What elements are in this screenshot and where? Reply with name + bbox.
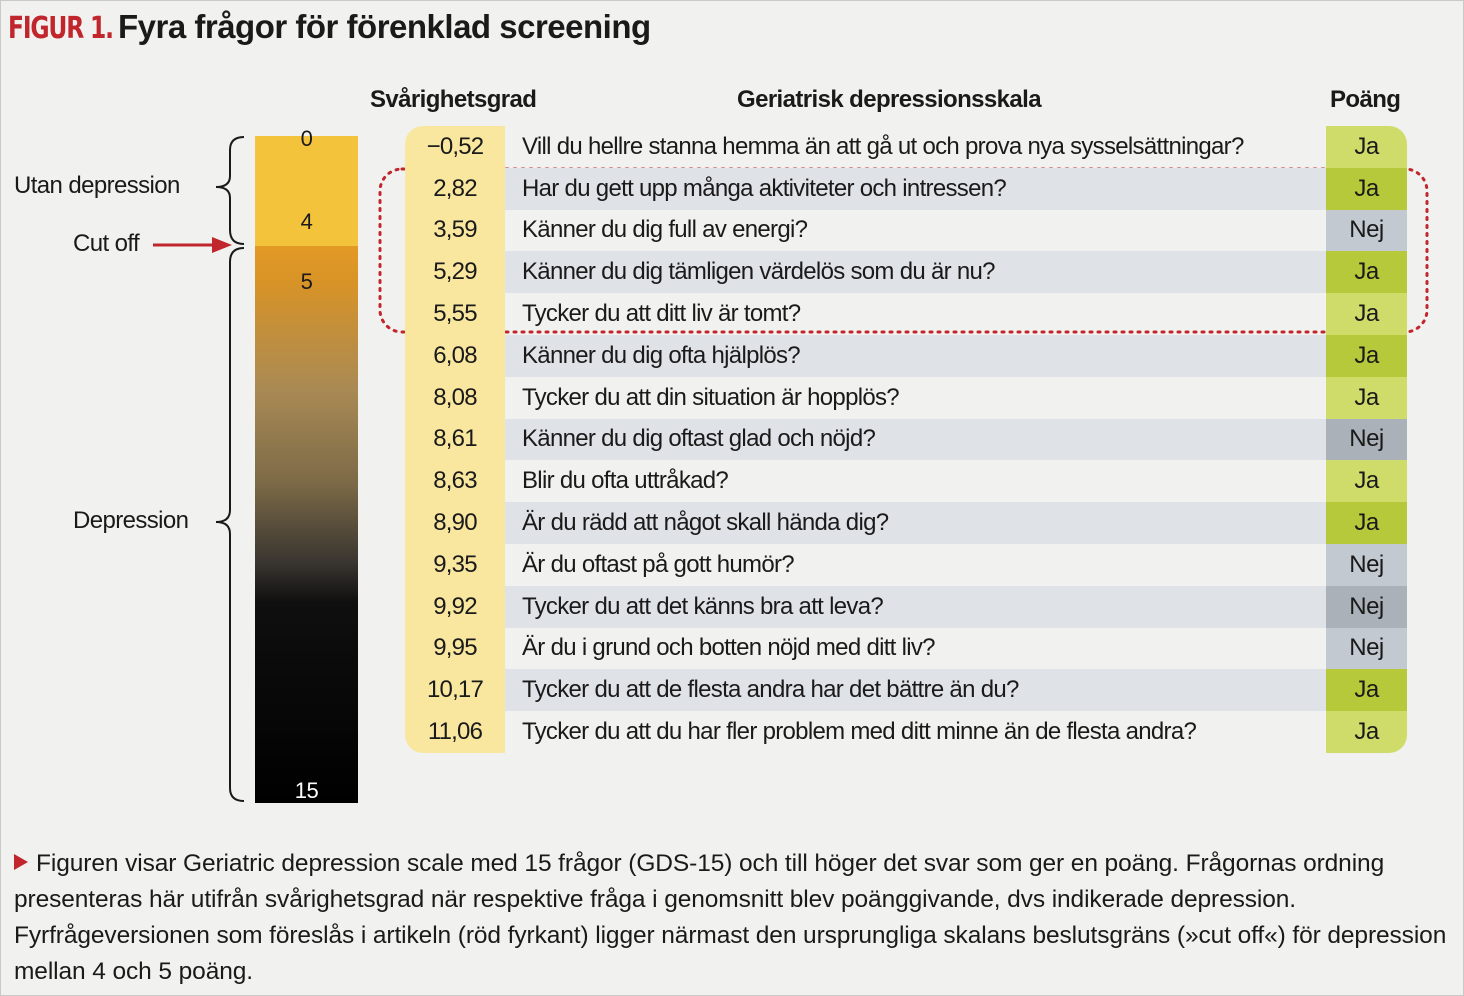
answer-cell: Nej [1326, 628, 1407, 670]
question-cell: Blir du ofta uttråkad? [522, 467, 729, 495]
answer-cell: Ja [1326, 460, 1407, 502]
question-cell: Tycker du att ditt liv är tomt? [522, 300, 801, 328]
answer-cell: Nej [1326, 544, 1407, 586]
table-row [405, 168, 1407, 210]
question-cell: Känner du dig oftast glad och nöjd? [522, 425, 876, 453]
severity-cell: 9,95 [405, 628, 505, 670]
brace-depression [216, 248, 244, 801]
caption-bullet-icon [14, 854, 28, 870]
brace-no-depression [216, 137, 244, 244]
severity-cell: 3,59 [405, 210, 505, 252]
answer-cell: Nej [1326, 586, 1407, 628]
question-cell: Är du oftast på gott humör? [522, 550, 794, 578]
severity-cell: 8,90 [405, 502, 505, 544]
question-cell: Tycker du att din situation är hopplös? [522, 383, 899, 411]
label-no-depression: Utan depression [14, 172, 180, 199]
severity-cell: 6,08 [405, 335, 505, 377]
header-severity: Svårighetsgrad [370, 86, 537, 113]
scale-tick-15: 15 [294, 778, 319, 803]
severity-cell: 8,08 [405, 377, 505, 419]
table-row [405, 419, 1407, 461]
severity-cell: −0,52 [405, 126, 505, 168]
question-cell: Tycker du att du har fler problem med ditt minne än de flesta andra? [522, 718, 1197, 746]
caption-text: Figuren visar Geriatric depression scale med 15 frågor (GDS-15) och till höger det svar som ger en poäng. Frågornas ordning presenteras här utifrån svårighetsgrad när respektive fråga i genomsnitt blev poänggivande, dvs indikerade depression. Fyrfrågeversionen som föreslås i artikeln (röd fyrkant) ligger närmast den ursprungliga skalans beslutsgräns (»cut off«) för depression mellan 4 och 5 poäng. [14, 850, 1447, 985]
answer-cell: Ja [1326, 502, 1407, 544]
table-row [405, 293, 1407, 335]
cut-off-arrow-head [212, 237, 232, 253]
severity-cell: 11,06 [405, 711, 505, 753]
table-row [405, 669, 1407, 711]
question-cell: Är du rädd att något skall hända dig? [522, 509, 889, 537]
severity-cell: 8,61 [405, 419, 505, 461]
answer-cell: Ja [1326, 251, 1407, 293]
table-row [405, 544, 1407, 586]
answer-cell: Ja [1326, 335, 1407, 377]
table-row [405, 502, 1407, 544]
severity-cell: 5,29 [405, 251, 505, 293]
figure-label: FIGUR 1. [8, 11, 113, 46]
question-cell: Är du i grund och botten nöjd med ditt liv? [522, 634, 935, 662]
table-row [405, 460, 1407, 502]
label-depression: Depression [73, 507, 189, 534]
question-cell: Tycker du att det känns bra att leva? [522, 592, 883, 620]
scale-tick-5: 5 [300, 269, 313, 294]
severity-cell: 5,55 [405, 293, 505, 335]
question-cell: Känner du dig ofta hjälplös? [522, 341, 800, 369]
table-row [405, 210, 1407, 252]
table-row [405, 586, 1407, 628]
question-cell: Känner du dig tämligen värdelös som du är nu? [522, 258, 995, 286]
question-cell: Tycker du att de flesta andra har det bättre än du? [522, 676, 1019, 704]
table-row [405, 711, 1407, 753]
header-scale: Geriatrisk depressionsskala [737, 86, 1041, 113]
figure-heading: Fyra frågor för förenklad screening [118, 8, 651, 45]
severity-cell: 10,17 [405, 669, 505, 711]
answer-cell: Ja [1326, 126, 1407, 168]
question-cell: Vill du hellre stanna hemma än att gå ut och prova nya sysselsättningar? [522, 132, 1244, 160]
table-row [405, 251, 1407, 293]
answer-cell: Ja [1326, 711, 1407, 753]
answer-cell: Ja [1326, 168, 1407, 210]
question-cell: Känner du dig full av energi? [522, 216, 808, 244]
gds-table [405, 126, 1407, 753]
table-row [405, 628, 1407, 670]
table-row [405, 377, 1407, 419]
header-points: Poäng [1330, 86, 1401, 113]
severity-cell: 8,63 [405, 460, 505, 502]
answer-cell: Nej [1326, 419, 1407, 461]
severity-cell: 2,82 [405, 168, 505, 210]
answer-cell: Ja [1326, 377, 1407, 419]
table-row [405, 126, 1407, 168]
severity-cell: 9,35 [405, 544, 505, 586]
answer-cell: Nej [1326, 210, 1407, 252]
answer-cell: Ja [1326, 669, 1407, 711]
figure-caption [14, 846, 1454, 990]
question-cell: Har du gett upp många aktiviteter och intressen? [522, 174, 1007, 202]
label-cut-off: Cut off [73, 230, 140, 257]
severity-cell: 9,92 [405, 586, 505, 628]
answer-cell: Ja [1326, 293, 1407, 335]
scale-tick-0: 0 [300, 126, 313, 151]
table-row [405, 335, 1407, 377]
scale-tick-4: 4 [300, 209, 313, 234]
